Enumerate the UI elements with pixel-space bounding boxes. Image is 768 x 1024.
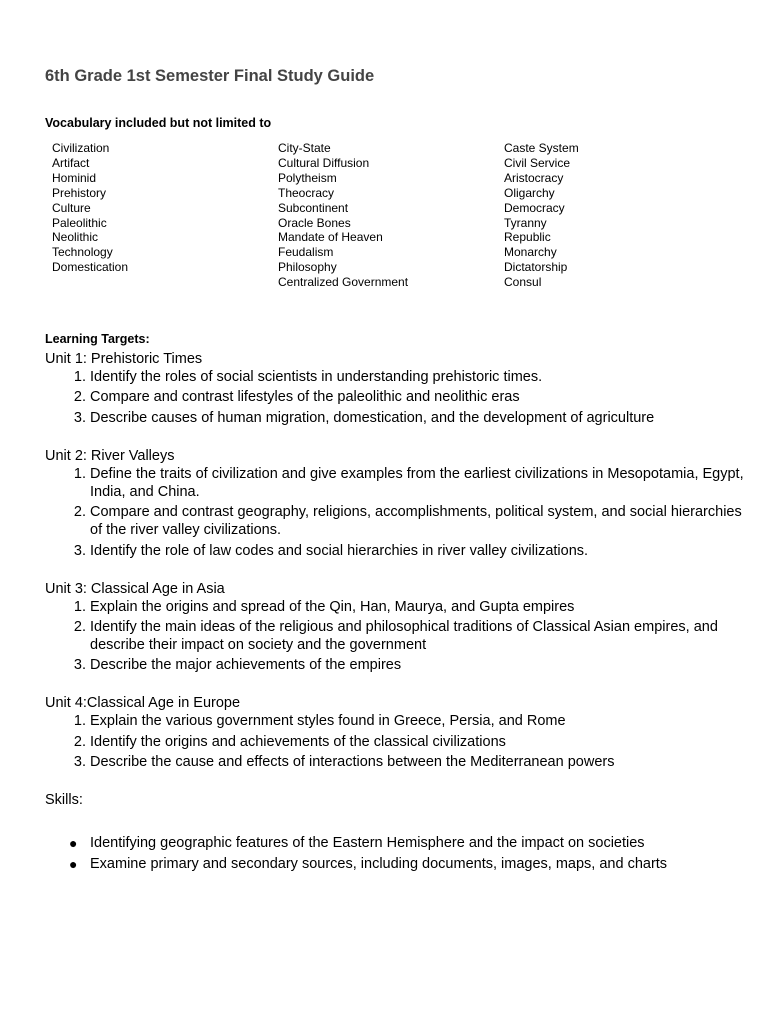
bullet-icon: ● (69, 855, 78, 872)
vocabulary-term: Democracy (504, 200, 565, 215)
unit-section (45, 447, 745, 560)
vocabulary-term: Feudalism (278, 245, 334, 260)
skills-list (45, 834, 745, 873)
unit-targets-list (45, 598, 745, 675)
vocabulary-term: Philosophy (278, 260, 337, 275)
page-title: 6th Grade 1st Semester Final Study Guide (45, 67, 375, 85)
vocabulary-term: Subcontinent (278, 200, 349, 215)
learning-targets-heading: Learning Targets: (45, 332, 150, 346)
vocabulary-column-2 (278, 141, 408, 290)
vocabulary-term: City-State (278, 141, 331, 155)
unit-title: Unit 4:Classical Age in Europe (45, 695, 241, 712)
learning-target-item: 1. Identify the roles of social scientists in understanding prehistoric times. (90, 368, 745, 386)
vocabulary-term: Dictatorship (504, 260, 568, 275)
learning-target-item: 1. Define the traits of civilization and give examples from the earliest civilizations in Mesopotamia, Egypt, India, and China. (90, 465, 745, 501)
vocabulary-term: Consul (504, 275, 542, 290)
vocabulary-term: Theocracy (278, 185, 335, 200)
unit-targets-list (45, 712, 745, 771)
vocabulary-term: Culture (52, 200, 91, 215)
vocabulary-term: Caste System (504, 141, 579, 155)
learning-target-item: 1. Explain the various government styles found in Greece, Persia, and Rome (90, 712, 745, 730)
learning-target-item: 3. Describe causes of human migration, domestication, and the development of agriculture (90, 409, 745, 427)
learning-targets-section (45, 350, 745, 875)
learning-target-item: 2. Identify the origins and achievements of the classical civilizations (90, 733, 745, 751)
unit-targets-list (45, 465, 745, 560)
vocabulary-column-1 (52, 141, 128, 275)
vocabulary-term: Oracle Bones (278, 215, 351, 230)
vocabulary-term: Centralized Government (278, 275, 409, 290)
learning-target-item: 2. Compare and contrast lifestyles of the paleolithic and neolithic eras (90, 388, 745, 406)
unit-section (45, 580, 745, 675)
skills-heading: Skills: (45, 792, 83, 809)
vocabulary-term: Paleolithic (52, 215, 107, 230)
bullet-icon: ● (69, 835, 78, 852)
vocabulary-term: Oligarchy (504, 185, 555, 200)
vocabulary-term: Civil Service (504, 155, 571, 170)
vocabulary-term: Neolithic (52, 230, 99, 245)
unit-title: Unit 2: River Valleys (45, 447, 175, 464)
learning-target-item: 3. Describe the cause and effects of interactions between the Mediterranean powers (90, 753, 745, 771)
vocabulary-term: Tyranny (504, 215, 547, 230)
vocabulary-term: Mandate of Heaven (278, 230, 383, 245)
vocabulary-term: Cultural Diffusion (278, 155, 370, 170)
skill-text: Identifying geographic features of the Eastern Hemisphere and the impact on societies (90, 835, 645, 852)
vocabulary-term: Monarchy (504, 245, 557, 260)
learning-target-item: 3. Describe the major achievements of the empires (90, 656, 745, 674)
vocabulary-term: Technology (52, 245, 113, 260)
vocabulary-term: Republic (504, 230, 551, 245)
unit-targets-list (45, 368, 745, 427)
unit-title: Unit 3: Classical Age in Asia (45, 580, 225, 597)
unit-title: Unit 1: Prehistoric Times (45, 351, 203, 367)
learning-target-item: 2. Compare and contrast geography, religions, accomplishments, political system, and social hierarchies of the river valley civilizations. (90, 503, 745, 539)
learning-target-item: 2. Identify the main ideas of the religious and philosophical traditions of Classical Asian empires, and describe their impact on society and the government (90, 618, 745, 654)
vocabulary-term: Aristocracy (504, 170, 564, 185)
vocabulary-heading: Vocabulary included but not limited to (45, 116, 272, 130)
skill-text: Examine primary and secondary sources, including documents, images, maps, and charts (90, 855, 668, 872)
unit-section (45, 350, 745, 427)
learning-target-item: 3. Identify the role of law codes and social hierarchies in river valley civilizations. (90, 542, 745, 560)
skill-item (45, 834, 745, 852)
learning-target-item: 1. Explain the origins and spread of the Qin, Han, Maurya, and Gupta empires (90, 598, 745, 616)
vocabulary-term: Polytheism (278, 170, 337, 185)
unit-section (45, 694, 745, 771)
units-list (45, 350, 745, 771)
vocabulary-term: Artifact (52, 155, 90, 170)
vocabulary-term: Hominid (52, 170, 97, 185)
vocabulary-term: Civilization (52, 141, 110, 155)
vocabulary-term: Prehistory (52, 185, 107, 200)
vocabulary-term: Domestication (52, 260, 129, 275)
skill-item (45, 855, 745, 873)
vocabulary-column-3 (504, 141, 579, 290)
